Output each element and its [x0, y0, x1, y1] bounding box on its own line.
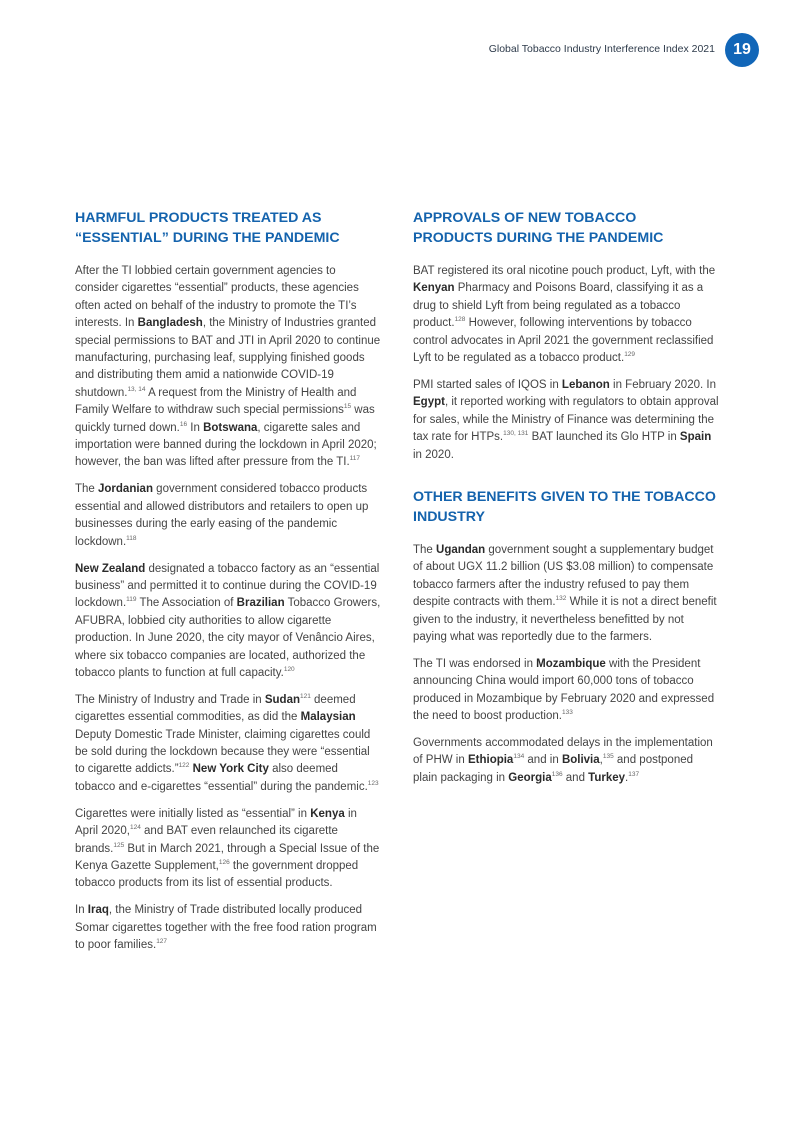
text: and in	[524, 754, 562, 767]
text: Governments accommodated delays in the implementation of PHW in	[413, 737, 713, 767]
country-new-zealand: New Zealand	[75, 562, 146, 575]
text: , cigarette sales and importation were banned during the lockdown in April 2020; however, the ban was lifted after pressure from the TI.	[75, 421, 377, 469]
text: and BAT even relaunched its cigarette brands.	[75, 825, 338, 855]
left-column	[75, 208, 381, 964]
text: ,	[599, 754, 603, 767]
section-heading-harmful-products: HARMFUL PRODUCTS TREATED AS “ESSENTIAL” DURING THE PANDEMIC	[75, 210, 340, 246]
footnote-ref: 132	[555, 595, 567, 603]
text: and	[562, 771, 589, 784]
text: in February 2020. In	[609, 378, 716, 391]
country-bolivia: Bolivia	[561, 754, 600, 767]
paragraph-bangladesh-botswana	[75, 263, 381, 472]
text: PMI started sales of IQOS in	[413, 378, 562, 391]
country-malaysia: Malaysian	[300, 711, 356, 724]
footnote-ref: 137	[628, 770, 640, 778]
footnote-ref: 125	[113, 841, 125, 849]
country-bangladesh: Bangladesh	[137, 317, 203, 330]
footnote-ref: 117	[349, 455, 361, 463]
paragraph-kenya	[75, 806, 381, 893]
text: Tobacco Growers, AFUBRA, lobbied city authorities to allow cigarette production. In June 2020, the city mayor of Venâncio Aires, where six tobacco companies are located, authorized the tobacco plants to function at full capacity.	[75, 597, 381, 679]
paragraph-uganda	[413, 542, 719, 646]
text: The	[75, 483, 99, 496]
country-sudan: Sudan	[264, 693, 300, 706]
footnote-ref: 126	[218, 859, 230, 866]
country-mozambique: Mozambique	[536, 657, 606, 670]
text: Pharmacy and Poisons Board, classifying it as a drug to shield Lyft from being regulated as a tobacco product.	[413, 282, 704, 330]
footnote-ref: 128	[454, 316, 466, 324]
text: After the TI lobbied certain government agencies to consider cigarettes “essential” products, these agencies often acted on behalf of the industry to promote the TI’s interests. In	[75, 265, 359, 330]
text: was quickly turned down.	[75, 404, 375, 434]
text: and postponed plain packaging in	[413, 754, 694, 784]
country-brazil: Brazilian	[236, 597, 285, 610]
footnote-ref: 127	[156, 938, 168, 946]
footnote-ref: 124	[129, 824, 141, 832]
paragraph-phw-plain-packaging	[413, 735, 719, 787]
footnote-ref: 133	[561, 709, 573, 717]
text: designated a tobacco factory as an “essential business” and permitted it to continue during the COVID-19 lockdown.	[75, 562, 380, 610]
page-number-badge: 19	[725, 33, 759, 67]
paragraph-iraq	[75, 902, 381, 954]
footnote-ref: 120	[283, 665, 295, 673]
text: However, following interventions by tobacco control advocates in April 2021 the government reclassified Lyft to be regulated as a tobacco product.	[413, 317, 714, 365]
text: government considered tobacco products essential and allowed distributors and retailers to open up businesses during the early easing of the pandemic lockdown.	[75, 483, 369, 548]
paragraph-sudan-malaysia-nyc	[75, 692, 381, 796]
footnote-ref: 118	[126, 534, 137, 542]
text: BAT registered its oral nicotine pouch product, Lyft, with the	[413, 265, 716, 277]
footnote-ref: 13, 14	[127, 385, 146, 393]
footnote-ref: 119	[126, 596, 137, 604]
country-egypt: Egypt	[413, 396, 445, 409]
text: , the Ministry of Industries granted special permissions to BAT and JTI in April 2020 to continue manufacturing, purchasing leaf, supplying finished goods and distributing them amid a nationwide COVID-19 shutdown.	[75, 317, 381, 399]
text: In	[75, 904, 88, 917]
city-new-york: New York City	[192, 763, 269, 776]
text: The	[413, 543, 437, 556]
text: The Ministry of Industry and Trade in	[75, 693, 265, 706]
paragraph-jordan	[75, 481, 381, 551]
country-kenya: Kenyan	[413, 282, 455, 295]
country-ethiopia: Ethiopia	[467, 754, 514, 767]
text: But in March 2021, through a Special Issue of the Kenya Gazette Supplement,	[75, 842, 380, 872]
footnote-ref: 130, 131	[503, 430, 529, 438]
text: , the Ministry of Trade distributed locally produced Somar cigarettes together with the free food ration program to poor families.	[75, 904, 377, 952]
text: with the President announcing China would import 60,000 tons of tobacco produced in Mozambique by February 2020 and expressed the need to boost production.	[413, 657, 715, 723]
text: deemed cigarettes essential commodities, as did the	[75, 693, 356, 724]
text: government sought a supplementary budget of about UGX 11.2 billion (US $3.08 million) to compensate tobacco farmers after the industry refused to pay them despite contracts with them.	[413, 543, 714, 609]
paragraph-kenya-lyft	[413, 263, 719, 367]
text: , it reported working with regulators to obtain approval for sales, while the Ministry of Finance was determining the tax rate for HTPs.	[413, 396, 719, 444]
footnote-ref: 15	[343, 403, 352, 411]
text: Deputy Domestic Trade Minister, claiming cigarettes could be sold during the lockdown because they were “essential to cigarette addicts.”	[75, 728, 371, 776]
footnote-ref: 129	[624, 351, 636, 359]
footnote-ref: 122	[178, 762, 190, 770]
footnote-ref: 135	[602, 753, 614, 761]
country-lebanon: Lebanon	[561, 378, 610, 391]
footnote-ref: 121	[299, 692, 311, 700]
footnote-ref: 136	[551, 770, 563, 778]
paragraph-iqos-lebanon-egypt-spain	[413, 377, 719, 464]
country-kenya: Kenya	[310, 807, 345, 820]
text: the government dropped tobacco products from its list of essential products.	[75, 860, 359, 890]
text: While it is not a direct benefit given to the industry, it nevertheless benefitted by not paying what was reportedly due to the farmers.	[413, 596, 717, 643]
paragraph-new-zealand-brazil	[75, 561, 381, 683]
footnote-ref: 134	[513, 753, 525, 761]
footnote-ref: 16	[179, 420, 188, 428]
text: .	[625, 771, 629, 784]
footnote-ref: 123	[367, 779, 379, 787]
report-title: Global Tobacco Industry Interference Index 2021	[488, 43, 715, 55]
text: Cigarettes were initially listed as “essential” in	[75, 807, 311, 820]
text: The TI was endorsed in	[413, 657, 537, 670]
section-heading-approvals: APPROVALS OF NEW TOBACCO PRODUCTS DURING THE PANDEMIC	[413, 210, 664, 246]
country-spain: Spain	[679, 431, 712, 444]
text: A request from the Ministry of Health and Family Welfare to withdraw such special permissions	[75, 386, 357, 417]
right-column	[413, 208, 719, 797]
country-botswana: Botswana	[203, 421, 258, 434]
text: in April 2020,	[75, 807, 357, 838]
country-uganda: Ugandan	[436, 543, 486, 556]
country-iraq: Iraq	[87, 904, 109, 917]
text: BAT launched its Glo HTP in	[528, 431, 680, 444]
text: in 2020.	[413, 448, 454, 461]
country-jordan: Jordanian	[98, 483, 153, 496]
country-georgia: Georgia	[508, 771, 552, 784]
paragraph-mozambique	[413, 656, 719, 726]
text: also deemed tobacco and e-cigarettes “essential” during the pandemic.	[75, 763, 368, 793]
country-turkey: Turkey	[588, 771, 626, 784]
text: In	[187, 421, 204, 434]
section-heading-other-benefits: OTHER BENEFITS GIVEN TO THE TOBACCO INDUSTRY	[413, 488, 716, 525]
text: The Association of	[136, 597, 237, 610]
